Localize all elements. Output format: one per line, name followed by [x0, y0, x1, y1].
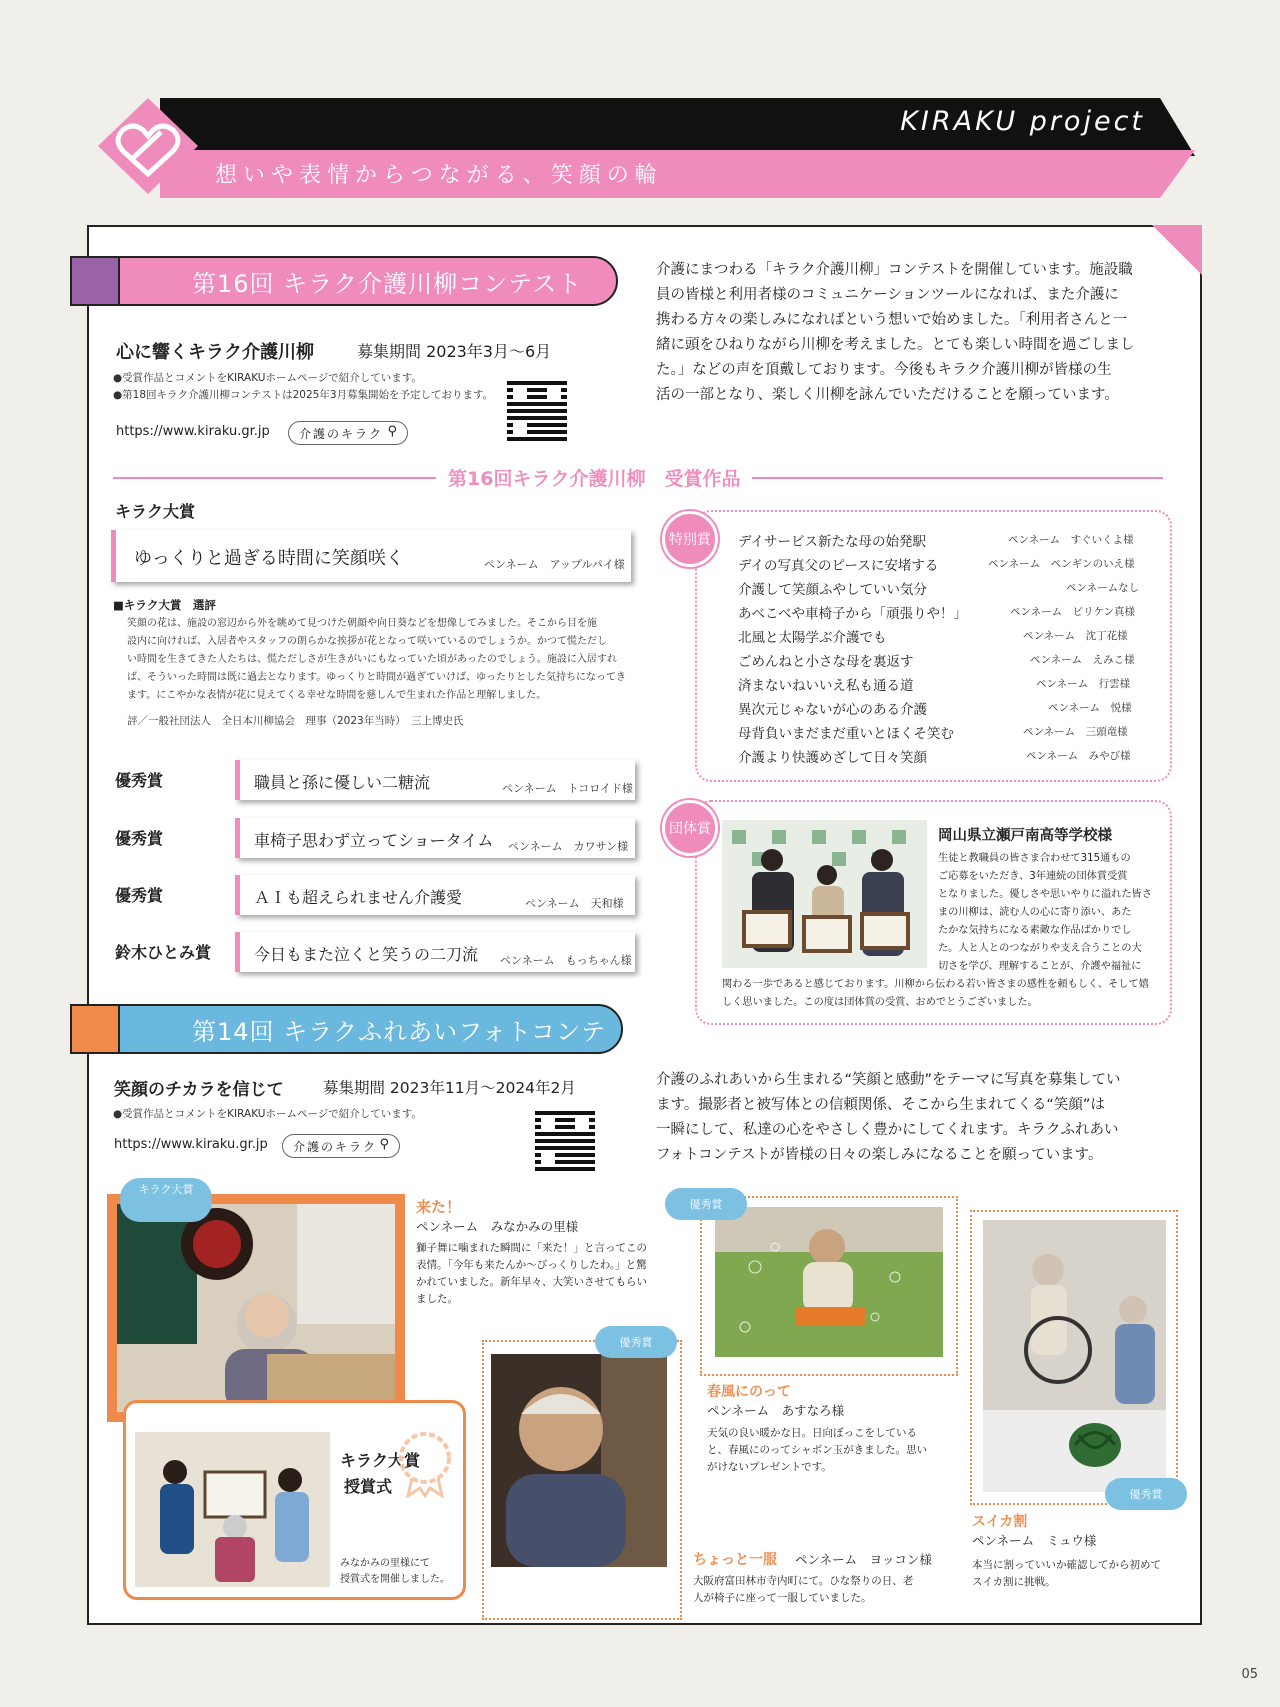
- group-text: [938, 850, 1168, 976]
- photo-note: ●受賞作品とコメントをKIRAKUホームページで紹介しています。: [113, 1108, 422, 1120]
- entry-text-line: 大阪府富田林市寺内町にて。ひな祭りの日、老: [693, 1575, 914, 1587]
- entry-photo: [491, 1354, 667, 1567]
- intro-line: 介護にまつわる「キラク介護川柳」コンテストを開催しています。施設職: [656, 262, 1133, 278]
- entry-text-line: と、春風にのってシャボン玉がきました。思い: [707, 1444, 928, 1456]
- intro-line: 一瞬にして、私達の心をやさしく豊かにしてくれます。キラクふれあい: [656, 1122, 1119, 1138]
- award-box: [235, 932, 635, 972]
- ceremony-caption: [340, 1556, 450, 1588]
- ceremony-title-line: 授賞式: [344, 1477, 393, 1496]
- special-poem: ごめんねと小さな母を裏返す: [738, 654, 914, 670]
- intro-line: 介護のふれあいから生まれる“笑顔と感動”をテーマに写真を募集してい: [656, 1072, 1121, 1088]
- award-poem: 今日もまた泣くと笑うの二刀流: [254, 945, 479, 964]
- page-number: 05: [1241, 1667, 1258, 1682]
- photo-text-line: ました。: [416, 1293, 458, 1305]
- caption-line: 授賞式を開催しました。: [340, 1574, 450, 1585]
- intro-line: 緒に頭をひねりながら川柳を考えました。とても楽しい時間を過ごしまし: [656, 337, 1135, 353]
- intro-line: 携わる方々の楽しみになればという想いで始めました。「利用者さんと一: [656, 312, 1128, 328]
- entry-photo-image: [715, 1207, 943, 1357]
- group-photo-image: [722, 820, 927, 968]
- photo-text-line: 獅子舞に噛まれた瞬間に「来た！」と言ってこの: [416, 1242, 647, 1254]
- entry-title: スイカ割: [972, 1514, 1028, 1530]
- award-box: [235, 760, 635, 800]
- senryu-section-title: 第16回 キラク介護川柳コンテスト: [118, 256, 618, 306]
- caption-line: みなかみの里様にて: [340, 1558, 430, 1569]
- intro-line: ます。撮影者と被写体との信頼関係、そこから生まれてくる“笑顔”は: [656, 1097, 1105, 1113]
- special-poem: 介護して笑顔ふやしていい気分: [738, 582, 927, 598]
- winners-title: 第16回キラク介護川柳 受賞作品: [436, 464, 752, 491]
- entry-photo-image: [983, 1220, 1166, 1492]
- card-corner-fold: [1152, 225, 1202, 275]
- intro-line: た。」などの声を頂戴しております。今後もキラク介護川柳が皆様の生: [656, 362, 1112, 378]
- special-pen: ペンネーム 三頭竜様: [1023, 726, 1128, 738]
- photo-text-line: 表情。「今年も来たんか～びっくりしたわ。」と驚: [416, 1259, 647, 1271]
- review-line: 笑顔の花は、施設の窓辺から外を眺めて見つけた朝顔や向日葵などを想像してみました。そこから目を施: [127, 618, 597, 629]
- entry-pen: ペンネーム あすなろ様: [707, 1403, 845, 1418]
- award-poem: ＡＩも超えられません介護愛: [254, 888, 463, 907]
- heart-logo-icon: [93, 96, 203, 196]
- photo-section-title: 第14回 キラクふれあいフォトコンテスト: [118, 1004, 623, 1054]
- intro-line: フォトコンテストが皆様の日々の楽しみになることを願っています。: [656, 1147, 1103, 1163]
- senryu-period: 募集期間 2023年3月～6月: [357, 342, 552, 361]
- entry-title: ちょっと一服: [693, 1552, 777, 1568]
- award-box: [235, 818, 635, 858]
- grand-prize-pen: ペンネーム アップルパイ様: [484, 558, 625, 571]
- photo-search-text: 介護のキラク: [293, 1140, 378, 1154]
- senryu-search-text: 介護のキラク: [299, 427, 384, 441]
- award-poem: 職員と孫に優しい二糖流: [254, 773, 431, 792]
- grand-photo: [117, 1204, 395, 1412]
- award-ribbon-icon: [390, 1428, 460, 1498]
- group-text-line: まの川柳は、読む人の心に寄り添い、あた: [938, 907, 1132, 918]
- award-label: 優秀賞: [115, 886, 164, 905]
- group-text-line: 生徒と教職員の皆さま合わせて315通もの: [938, 853, 1131, 864]
- intro-line: 活の一部となり、楽しく川柳を詠んでいただけることを願っています。: [656, 387, 1119, 403]
- special-award-bubble: 特別賞: [662, 511, 718, 567]
- grand-photo-badge: キラク大賞: [120, 1178, 212, 1222]
- award-poem: 車椅子思わず立ってショータイム: [254, 831, 494, 850]
- entry-text-line: がけないプレゼントです。: [707, 1461, 832, 1473]
- award-pen: ペンネーム もっちゃん様: [500, 954, 632, 967]
- entry-text-line: 人が椅子に座って一服していました。: [693, 1592, 872, 1604]
- award-pen: ペンネーム トコロイド様: [502, 782, 633, 795]
- qr-code-icon[interactable]: [507, 381, 567, 441]
- group-text-wide: [722, 976, 1162, 1012]
- review-line: 設内に向ければ、入居者やスタッフの朗らかな挨拶が花となって咲いているのでしょうか。かつて慌ただし: [127, 636, 607, 647]
- group-award-bubble: 団体賞: [662, 800, 718, 856]
- search-icon: ⚲: [387, 424, 399, 439]
- grand-prize-label: キラク大賞: [115, 502, 196, 521]
- header-subtitle: 想いや表情からつながる、笑顔の輪: [215, 163, 663, 188]
- special-poem: 異次元じゃないが心のある介護: [738, 702, 927, 718]
- group-school-name: 岡山県立瀬戸南高等学校様: [938, 828, 1112, 844]
- review-title: ■キラク大賞 選評: [113, 598, 216, 612]
- grand-review: [127, 615, 647, 705]
- award-label: 優秀賞: [115, 829, 164, 848]
- entry-text-line: 本当に割っていいか確認してから初めて: [972, 1559, 1161, 1571]
- award-pen: ペンネーム 天和様: [525, 897, 624, 910]
- special-pen: ペンネーム ビリケン真様: [1010, 606, 1135, 618]
- review-line: い時間を生きてきた人たちは、慌ただしさが生きがいにもなっていた頃があったのでしょう。施設に入居すれ: [127, 654, 617, 665]
- special-poem: デイサービス新たな母の始発駅: [738, 534, 927, 550]
- group-text-line: となりました。優しさや思いやりに溢れた皆さ: [938, 889, 1152, 900]
- entry-text: [693, 1573, 913, 1607]
- senryu-theme: 心に響くキラク介護川柳: [116, 342, 314, 363]
- group-text-line: たかな気持ちになる素敵な作品ばかりでし: [938, 925, 1132, 936]
- special-pen: ペンネーム 悦様: [1048, 702, 1132, 714]
- photo-search-box[interactable]: [282, 1134, 400, 1158]
- special-pen: ペンネーム 行雲様: [1036, 678, 1131, 690]
- photo-intro: [656, 1068, 1136, 1168]
- entry-text: [972, 1557, 1161, 1591]
- grand-photo-image: [117, 1204, 395, 1412]
- group-text-line: た。人と人とのつながりや支え合うことの大: [938, 943, 1142, 954]
- group-photo: [722, 820, 927, 968]
- grand-photo-title: 来た！: [416, 1198, 462, 1216]
- special-poem: デイの写真父のピースに安堵する: [738, 558, 939, 574]
- grand-prize-poem: ゆっくりと過ぎる時間に笑顔咲く: [134, 548, 404, 569]
- photo-theme: 笑顔のチカラを信じて: [114, 1080, 284, 1100]
- award-label: 優秀賞: [115, 771, 164, 790]
- entry-pen: ペンネーム ヨッコン様: [795, 1552, 932, 1567]
- photo-url-link[interactable]: https://www.kiraku.gr.jp: [114, 1137, 268, 1152]
- ceremony-photo-image: [135, 1432, 330, 1587]
- senryu-url-link[interactable]: https://www.kiraku.gr.jp: [116, 424, 270, 439]
- search-icon: ⚲: [379, 1137, 391, 1152]
- special-pen: ペンネーム すぐいくよ様: [1008, 534, 1134, 546]
- special-poem: 済まないねいいえ私も通る道: [738, 678, 914, 694]
- special-pen: ペンネーム えみこ様: [1030, 654, 1135, 666]
- special-pen: ペンネーム みやび様: [1026, 750, 1131, 762]
- entry-pen: ペンネーム ミュウ様: [972, 1533, 1097, 1548]
- senryu-note-1: ●受賞作品とコメントをKIRAKUホームページで紹介しています。: [113, 372, 422, 384]
- entry-photo: [715, 1207, 943, 1357]
- grand-photo-text: [416, 1240, 656, 1308]
- review-line: ます。にこやかな表情が花に見えてくる幸せな時間を慈しんで生まれた作品と理解しました。: [127, 690, 547, 701]
- special-pen: ペンネームなし: [1066, 582, 1140, 594]
- senryu-note-2: ●第18回キラク介護川柳コンテストは2025年3月募集開始を予定しております。: [113, 389, 494, 401]
- senryu-section-tab: [70, 256, 120, 306]
- entry-badge: 優秀賞: [665, 1188, 747, 1220]
- award-label: 鈴木ひとみ賞: [115, 943, 212, 962]
- special-poem: あべこべや車椅子から「頑張りや！」: [738, 606, 967, 622]
- entry-badge: 優秀賞: [1105, 1478, 1187, 1510]
- group-text-line: 切さを学び、理解することが、介護や福祉に: [938, 961, 1142, 972]
- grand-prize-box: [111, 530, 631, 582]
- entry-photo: [983, 1220, 1166, 1492]
- special-pen: ペンネーム ペンギンのいえ様: [988, 558, 1135, 570]
- special-poem: 母背負いまだまだ重いとほくそ笑む: [738, 726, 954, 742]
- award-box: [235, 875, 635, 915]
- review-line: ば、そういった時間は既に過去となります。ゆっくりと時間が過ぎていけば、ゆったりとした気持ちになってき: [127, 672, 626, 683]
- entry-text: [707, 1425, 927, 1476]
- entry-title: 春風にのって: [707, 1384, 791, 1400]
- special-pen: ペンネーム 沈丁花様: [1023, 630, 1128, 642]
- photo-period: 募集期間 2023年11月～2024年2月: [323, 1079, 576, 1097]
- photo-text-line: かれていました。新年早々、大笑いさせてもらい: [416, 1276, 647, 1288]
- entry-photo-image: [491, 1354, 667, 1567]
- group-text-line: しく思いました。この度は団体賞の受賞、おめでとうございました。: [722, 997, 1038, 1008]
- group-text-line: ご応募をいただき、3年連続の団体賞受賞: [938, 871, 1128, 882]
- grand-photo-pen: ペンネーム みなかみの里様: [416, 1219, 579, 1234]
- senryu-search-box[interactable]: [288, 421, 408, 445]
- photo-section-tab: [70, 1004, 120, 1054]
- entry-text-line: スイカ割に挑戦。: [972, 1576, 1056, 1588]
- entry-badge: 優秀賞: [595, 1326, 677, 1358]
- special-poem: 北風と太陽学ぶ介護でも: [738, 630, 887, 646]
- group-text-line: 関わる一歩であると感じております。川柳から伝わる若い皆さまの感性を頼もしく、そして嬉: [722, 979, 1149, 990]
- project-title: KIRAKU project: [900, 106, 1145, 137]
- ceremony-photo: [135, 1432, 330, 1587]
- senryu-intro: [656, 258, 1136, 408]
- intro-line: 員の皆様と利用者様のコミュニケーションツールになれば、また介護に: [656, 287, 1119, 303]
- qr-code-icon[interactable]: [535, 1111, 595, 1171]
- entry-text-line: 天気の良い暖かな日。日向ぼっこをしている: [707, 1427, 917, 1439]
- reviewer: 評／一般社団法人 全日本川柳協会 理事（2023年当時） 三上博史氏: [127, 715, 464, 727]
- ceremony-title-line: キラク大賞: [340, 1451, 421, 1470]
- special-poem: 介護より快護めざして日々笑顔: [738, 750, 927, 766]
- award-pen: ペンネーム カワサン様: [508, 840, 629, 853]
